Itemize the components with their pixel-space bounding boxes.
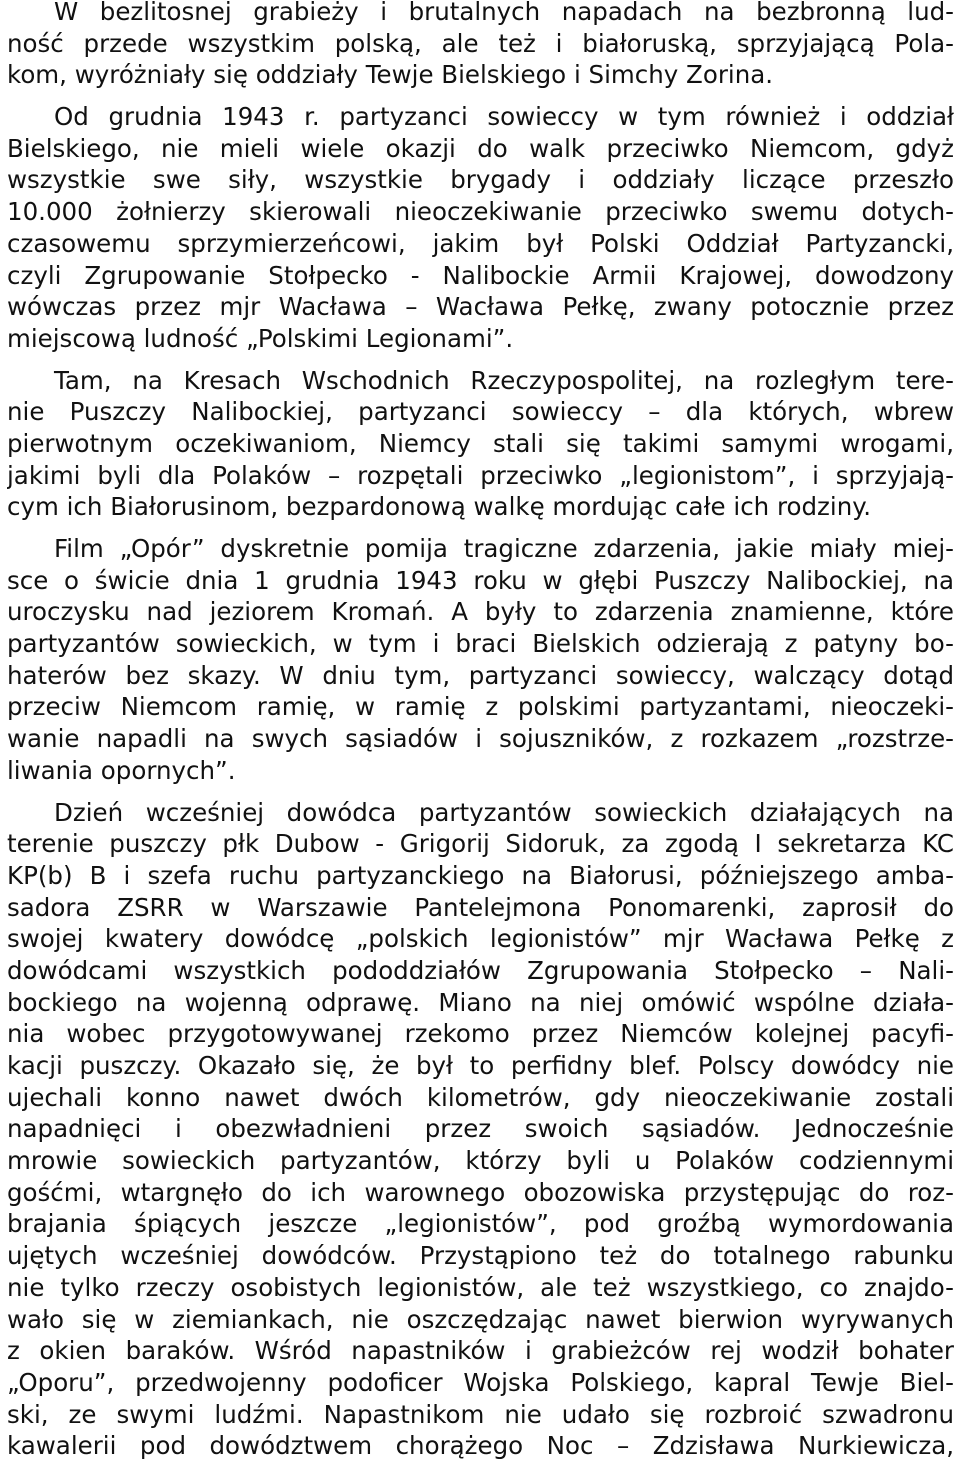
- text-line: ujechali konno nawet dwóch kilometrów, gdy nieoczekiwanie zostali: [7, 1082, 954, 1112]
- text-line: nia wobec przygotowywanej rzekomo przez Niemców kolejnej pacyfi-: [7, 1019, 954, 1049]
- text-line: sadora ZSRR w Warszawie Pantelejmona Ponomarenki, zaprosił do: [7, 892, 954, 922]
- text-line: wówczas przez mjr Wacława – Wacława Pełkę, zwany potocznie przez: [7, 292, 954, 322]
- text-line: ski, ze swymi ludźmi. Napastnikom nie udało się rozbroić szwadronu: [7, 1399, 954, 1429]
- text-line: mrowie sowieckich partyzantów, którzy byli u Polaków codziennymi: [7, 1146, 954, 1176]
- text-line: z okien baraków. Wśród napastników i grabieżców rej wodził bohater: [7, 1336, 954, 1366]
- text-line: przeciw Niemcom ramię, w ramię z polskimi partyzantami, nieoczeki-: [7, 692, 954, 722]
- text-line: KP(b) B i szefa ruchu partyzanckiego na Białorusi, późniejszego amba-: [7, 860, 954, 890]
- text-line: Tam, na Kresach Wschodnich Rzeczypospolitej, na rozległym tere-: [54, 365, 954, 395]
- text-line: kawalerii pod dowództwem chorążego Noc – Zdzisława Nurkiewicza,: [7, 1431, 954, 1461]
- text-line: napadnięci i obezwładnieni przez swoich sąsiadów. Jednocześnie: [7, 1114, 954, 1144]
- text-line: gośćmi, wtargnęło do ich warownego obozowiska przystępując do roz-: [7, 1177, 954, 1207]
- text-line: W bezlitosnej grabieży i brutalnych napadach na bezbronną lud-: [54, 0, 954, 26]
- text-line: dowódcami wszystkich pododdziałów Zgrupowania Stołpecko – Nali-: [7, 955, 954, 985]
- text-line: haterów bez skazy. W dniu tym, partyzanci sowieccy, walczący dotąd: [7, 660, 954, 690]
- text-line: brajania śpiących jeszcze „legionistów”, pod groźbą wymordowania: [7, 1209, 954, 1239]
- document-body: [7, 0, 954, 1462]
- text-line: swojej kwatery dowódcę „polskich legionistów” mjr Wacława Pełkę z: [7, 924, 954, 954]
- text-line: Od grudnia 1943 r. partyzanci sowieccy w tym również i oddział: [54, 102, 954, 132]
- text-line: bockiego na wojenną odprawę. Miano na niej omówić wspólne działa-: [7, 987, 954, 1017]
- text-line: Dzień wcześniej dowódca partyzantów sowieckich działających na: [54, 797, 954, 827]
- text-line: partyzantów sowieckich, w tym i braci Bielskich odzierają z patyny bo-: [7, 629, 954, 659]
- text-line: nie tylko rzeczy osobistych legionistów, ale też wszystkiego, co znajdo-: [7, 1272, 954, 1302]
- text-line: miejscową ludność „Polskimi Legionami”.: [7, 323, 514, 353]
- text-line: uroczysku nad jeziorem Kromań. A były to zdarzenia znamienne, które: [7, 597, 954, 627]
- text-line: Film „Opór” dyskretnie pomija tragiczne zdarzenia, jakie miały miej-: [54, 534, 954, 563]
- text-line: wało się w ziemiankach, nie oszczędzając nawet bierwion wyrywanych: [7, 1304, 954, 1334]
- text-line: kacji puszczy. Okazało się, że był to perfidny blef. Polscy dowódcy nie: [7, 1051, 954, 1080]
- text-line: czasowemu sprzymierzeńcowi, jakim był Polski Oddział Partyzancki,: [7, 228, 954, 258]
- text-line: jakimi byli dla Polaków – rozpętali przeciwko „legionistom”, i sprzyjają-: [7, 460, 954, 490]
- paragraph-4: [7, 533, 954, 787]
- text-line: cym ich Białorusinom, bezpardonową walkę mordując całe ich rodziny.: [7, 492, 872, 522]
- text-line: kom, wyróżniały się oddziały Tewje Bielskiego i Simchy Zorina.: [7, 60, 774, 90]
- text-line: „Oporu”, przedwojenny podoficer Wojska Polskiego, kapral Tewje Biel-: [7, 1367, 954, 1397]
- text-line: Bielskiego, nie mieli wiele okazji do walk przeciwko Niemcom, gdyż: [7, 133, 954, 163]
- text-line: ność przede wszystkim polską, ale też i białoruską, sprzyjającą Pola-: [7, 28, 954, 58]
- text-line: wanie napadli na swych sąsiadów i sojuszników, z rozkazem „rozstrze-: [7, 724, 954, 754]
- text-line: ujętych wcześniej dowódców. Przystąpiono też do totalnego rabunku: [7, 1241, 954, 1271]
- paragraph-1: [7, 0, 954, 91]
- text-line: liwania opornych”.: [7, 755, 236, 785]
- paragraph-5: [7, 797, 954, 1462]
- text-line: 10.000 żołnierzy skierowali nieoczekiwanie przeciwko swemu dotych-: [7, 197, 954, 227]
- text-line: pierwotnym oczekiwaniom, Niemcy stali się takimi samymi wrogami,: [7, 428, 954, 458]
- paragraph-2: [7, 101, 954, 355]
- text-line: wszystkie swe siły, wszystkie brygady i oddziały liczące przeszło: [7, 165, 954, 195]
- text-line: czyli Zgrupowanie Stołpecko - Nalibockie Armii Krajowej, dowodzony: [7, 260, 954, 290]
- text-line: terenie puszczy płk Dubow - Grigorij Sidoruk, za zgodą I sekretarza KC: [7, 829, 954, 859]
- paragraph-3: [7, 365, 954, 523]
- text-line: nie Puszczy Nalibockiej, partyzanci sowieccy – dla których, wbrew: [7, 397, 954, 427]
- text-line: sce o świcie dnia 1 grudnia 1943 roku w głębi Puszczy Nalibockiej, na: [7, 565, 954, 595]
